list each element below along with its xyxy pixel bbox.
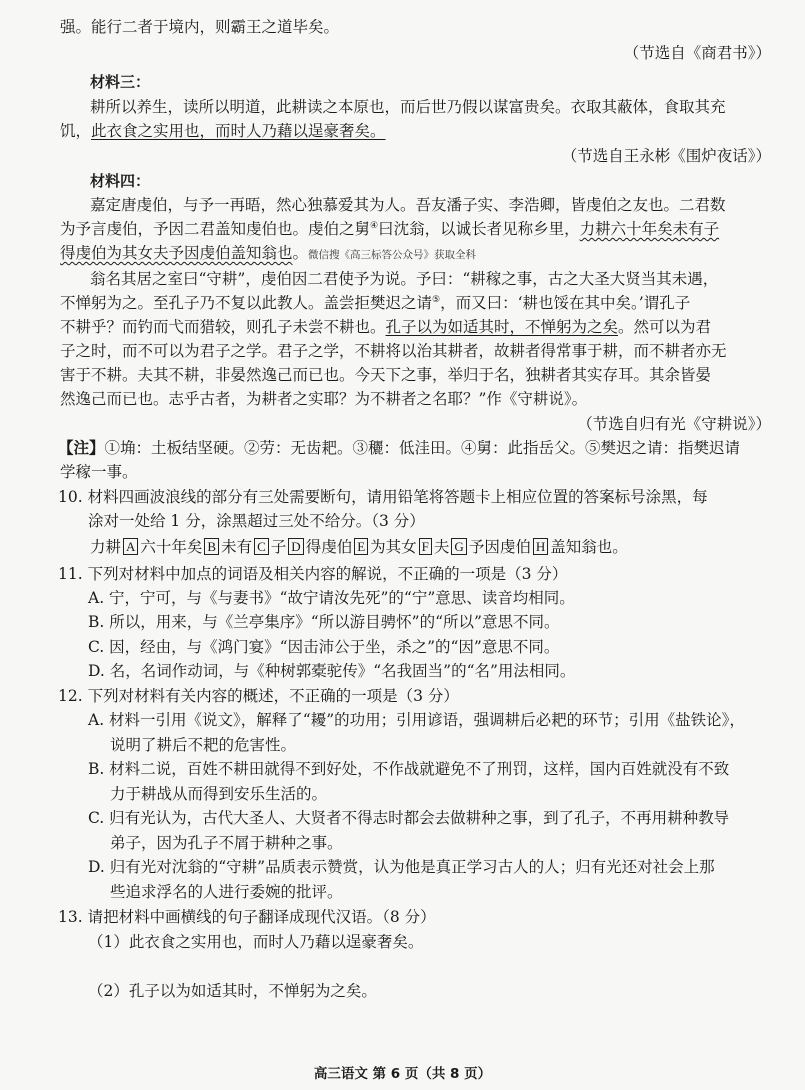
- segment-text: 盖知翁也。: [550, 538, 628, 556]
- segment-text: 为其女: [370, 538, 417, 556]
- answer-option-box[interactable]: G: [451, 538, 466, 555]
- text-line: [60, 218, 775, 240]
- question-13-sentence-1: （1）此衣食之实用也，而时人乃藉以逞豪奢矣。: [88, 933, 424, 951]
- question-13-stem: 13. 请把材料中画横线的句子翻译成现代汉语。（8 分）: [58, 908, 436, 926]
- question-13-sentence-2: （2）孔子以为如适其时，不惮躬为之矣。: [88, 982, 377, 1000]
- footnote-marker: ④: [370, 220, 379, 231]
- answer-option-box[interactable]: A: [123, 538, 138, 555]
- text-line: 嘉定唐虔伯，与予一再晤，然心独慕爱其为人。吾友潘子实、李浩卿，皆虔伯之友也。二君数: [90, 196, 726, 214]
- question-10-answer-line: [90, 536, 775, 558]
- text-fragment: 不惮躬为之。至孔子乃不复以此教人。盖尝拒樊迟之请: [60, 294, 433, 312]
- text-line: 翁名其居之室曰“守耕”，虔伯因二君使予为说。予曰：“耕稼之事，古之大圣大贤当其未遇，: [90, 270, 719, 288]
- note-line: 学稼一事。: [60, 463, 138, 481]
- text-fragment: 。: [292, 244, 309, 262]
- text-line: [60, 316, 775, 338]
- question-12-option-c-cont: 弟子，因为孔子不屑于耕种之事。: [110, 834, 343, 852]
- underlined-sentence-1: 此衣食之实用也，而时人乃藉以逞豪奢矣。: [91, 122, 386, 140]
- segment-text: 夫: [433, 538, 450, 556]
- question-12-option-b: B. 材料二说，百姓不耕田就得不到好处，不作战就避免不了刑罚，这样，国内百姓就没有不致: [88, 760, 730, 778]
- note-text: ①埆：土板结坚硬。②劳：无齿耙。③穲：低洼田。④舅：此指岳父。⑤樊迟之请：指樊迟请: [104, 439, 741, 457]
- source-citation: （节选自归有光《守耕说》）: [577, 415, 771, 433]
- material-3-heading: 材料三：: [90, 73, 151, 91]
- text-fragment: ，而又曰：‘耕也馁在其中矣。’谓孔子: [440, 294, 691, 312]
- question-12-option-a-cont: 说明了耕后不耙的危害性。: [110, 736, 297, 754]
- wavy-underlined-text: 力耕六十年矣未有子: [579, 220, 720, 238]
- answer-option-box[interactable]: B: [204, 538, 219, 555]
- text-line: 害于不耕。夫其不耕，非晏然逸己而已也。今天下之事，举归于名，独耕者其实存耳。其余皆晏: [60, 366, 712, 384]
- segment-text: 得虔伯: [305, 538, 353, 556]
- question-12-option-d: D. 归有光对沈翁的“守耕”品质表示赞赏，认为他是真正学习古人的人；归有光还对社会上那: [88, 858, 715, 876]
- page-footer: 高三语文 第 6 页（共 8 页）: [313, 1066, 492, 1082]
- source-citation: （节选自《商君书》）: [623, 44, 771, 62]
- material-4-heading: 材料四：: [90, 172, 151, 190]
- segment-text: 力耕: [90, 538, 122, 556]
- text-fragment: 为予言虔伯，予因二君盖知虔伯也。虔伯之舅: [60, 220, 371, 238]
- question-11-option-d: D. 名，名词作动词，与《种树郭橐驼传》“名我固当”的“名”用法相同。: [88, 662, 576, 680]
- answer-option-box[interactable]: H: [533, 538, 548, 555]
- question-11-option-a: A. 宁，宁可，与《与妻书》“故宁请汝先死”的“宁”意思、读音均相同。: [88, 589, 575, 607]
- text-line: [60, 242, 775, 264]
- text-fragment: 饥，: [60, 122, 92, 140]
- question-12-option-b-cont: 力于耕战从而得到安乐生活的。: [110, 785, 328, 803]
- text-line: 耕所以养生，读所以明道，此耕读之本原也，而后世乃假以谋富贵矣。衣取其蔽体，食取其充: [90, 98, 726, 116]
- note-line: [58, 437, 775, 459]
- segment-text: 未有: [221, 538, 253, 556]
- text-line: 子之时，而不可以为君子之学。君子之学，不耕将以治其耕者，故耕者得常事于耕，而不耕者亦无: [60, 342, 727, 360]
- underlined-sentence-2: 孔子以为如适其时，不惮躬为之矣: [385, 318, 619, 336]
- question-11-option-c: C. 因，经由，与《鸿门宴》“因击沛公于坐，杀之”的“因”意思不同。: [88, 638, 560, 656]
- question-12-option-a: A. 材料一引用《说文》，解释了“耰”的功用；引用谚语，强调耕后必耙的环节；引用《盐铁论》，: [88, 711, 745, 729]
- text-line: [60, 292, 775, 314]
- text-fragment: 不耕乎？而钓而弋而猎较，则孔子未尝不耕也。: [60, 318, 386, 336]
- question-12-stem: 12. 下列对材料有关内容的概述，不正确的一项是（3 分）: [58, 687, 459, 705]
- question-10-stem: 10. 材料四画波浪线的部分有三处需要断句，请用铅笔将答题卡上相应位置的答案标号涂黑，每: [58, 488, 708, 506]
- question-11-option-b: B. 所以，用来，与《兰亭集序》“所以游目骋怀”的“所以”意思不同。: [88, 613, 560, 631]
- note-label: 【注】: [58, 438, 105, 457]
- question-11-stem: 11. 下列对材料中加点的词语及相关内容的解说，不正确的一项是（3 分）: [58, 565, 568, 583]
- segment-text: 子: [270, 538, 287, 556]
- source-citation: （节选自王永彬《围炉夜话》）: [561, 147, 771, 165]
- text-line: 强。能行二者于境内，则霸王之道毕矣。: [60, 18, 340, 36]
- footnote-marker: ⑤: [432, 294, 441, 305]
- wavy-underlined-text: 得虔伯为其女夫予因虔伯盖知翁也: [60, 244, 293, 262]
- text-line: 然逸己而已也。志乎古者，为耕者之实耶？为不耕者之名耶？”作《守耕说》。: [60, 390, 588, 408]
- question-12-option-c: C. 归有光认为，古代大圣人、大贤者不得志时都会去做耕种之事，到了孔子，不再用耕种教导: [88, 809, 730, 827]
- segment-text: 予因虔伯: [468, 538, 531, 556]
- answer-option-box[interactable]: F: [419, 538, 432, 555]
- answer-option-box[interactable]: D: [288, 538, 303, 555]
- question-12-option-d-cont: 些追求浮名的人进行委婉的批评。: [110, 883, 343, 901]
- text-fragment: 曰沈翁，以诚长者见称乡里，: [378, 220, 580, 238]
- watermark-text: 微信搜《高三标答公众号》获取全科: [308, 249, 477, 261]
- answer-option-box[interactable]: E: [354, 538, 368, 555]
- segment-text: 六十年矣: [140, 538, 203, 556]
- answer-option-box[interactable]: C: [254, 538, 269, 555]
- question-10-stem: 涂对一处给 1 分，涂黑超过三处不给分。（3 分）: [88, 512, 425, 530]
- text-line: [60, 120, 775, 142]
- text-fragment: 。然可以为君: [618, 318, 712, 336]
